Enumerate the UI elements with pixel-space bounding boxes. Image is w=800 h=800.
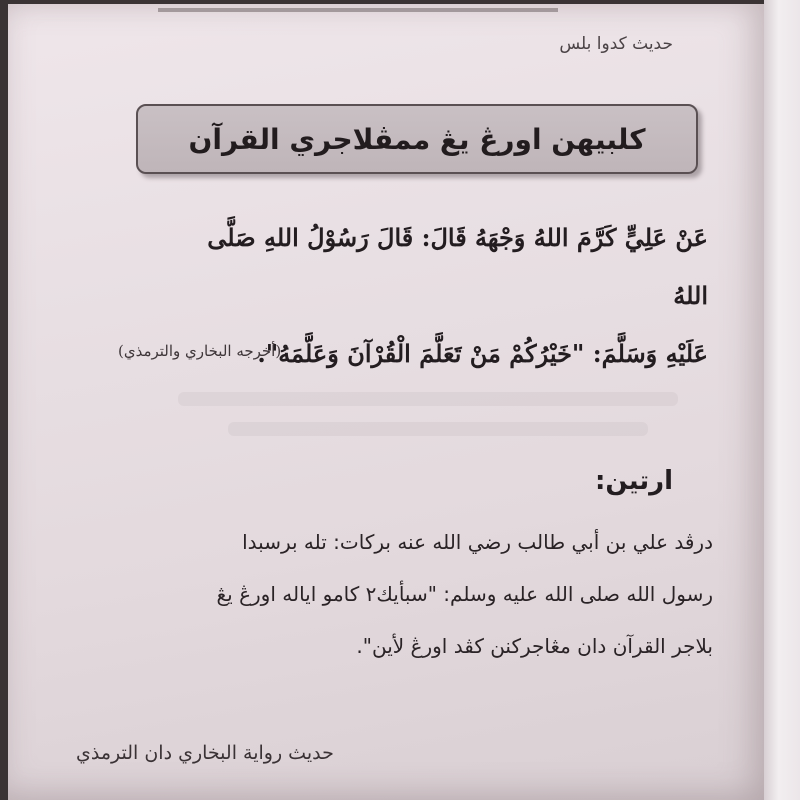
page-footer: حديث رواية البخاري دان الترمذي (76, 742, 334, 764)
show-through-text (228, 422, 648, 436)
page-edge (764, 0, 800, 800)
hadith-line-2: عَلَيْهِ وَسَلَّمَ: "خَيْرُكُمْ مَنْ تَعَلَّمَ الْقُرْآنَ وَعَلَّمَهُ". (257, 339, 708, 368)
hadith-source: (أخرجه البخاري والترمذي) (118, 342, 282, 360)
meaning-line-3: بلاجر القرآن دان مڠاجركنن كڤد اورڠ لأين". (356, 634, 713, 658)
show-through-text (178, 392, 678, 406)
page-title: كلبيهن اورڠ يڠ ممڤلاجري القرآن (188, 122, 646, 156)
running-head: حديث كدوا بلس (559, 34, 673, 54)
hadith-line-1: عَنْ عَلِيٍّ كَرَّمَ اللهُ وَجْهَهُ قَالَ: قَالَ رَسُوْلُ اللهِ صَلَّى اللهُ (207, 223, 708, 310)
meaning-line-2: رسول الله صلى الله عليه وسلم: "سبأيك٢ كامو اياله اورڠ يڠ (216, 582, 713, 606)
meaning-heading: ارتين: (594, 466, 673, 496)
title-banner (136, 104, 698, 174)
meaning-text (88, 516, 713, 672)
meaning-line-1: درڤد علي بن أبي طالب رضي الله عنه بركات: تله برسبدا (242, 530, 713, 554)
book-page (8, 4, 768, 800)
top-rule (158, 8, 558, 12)
